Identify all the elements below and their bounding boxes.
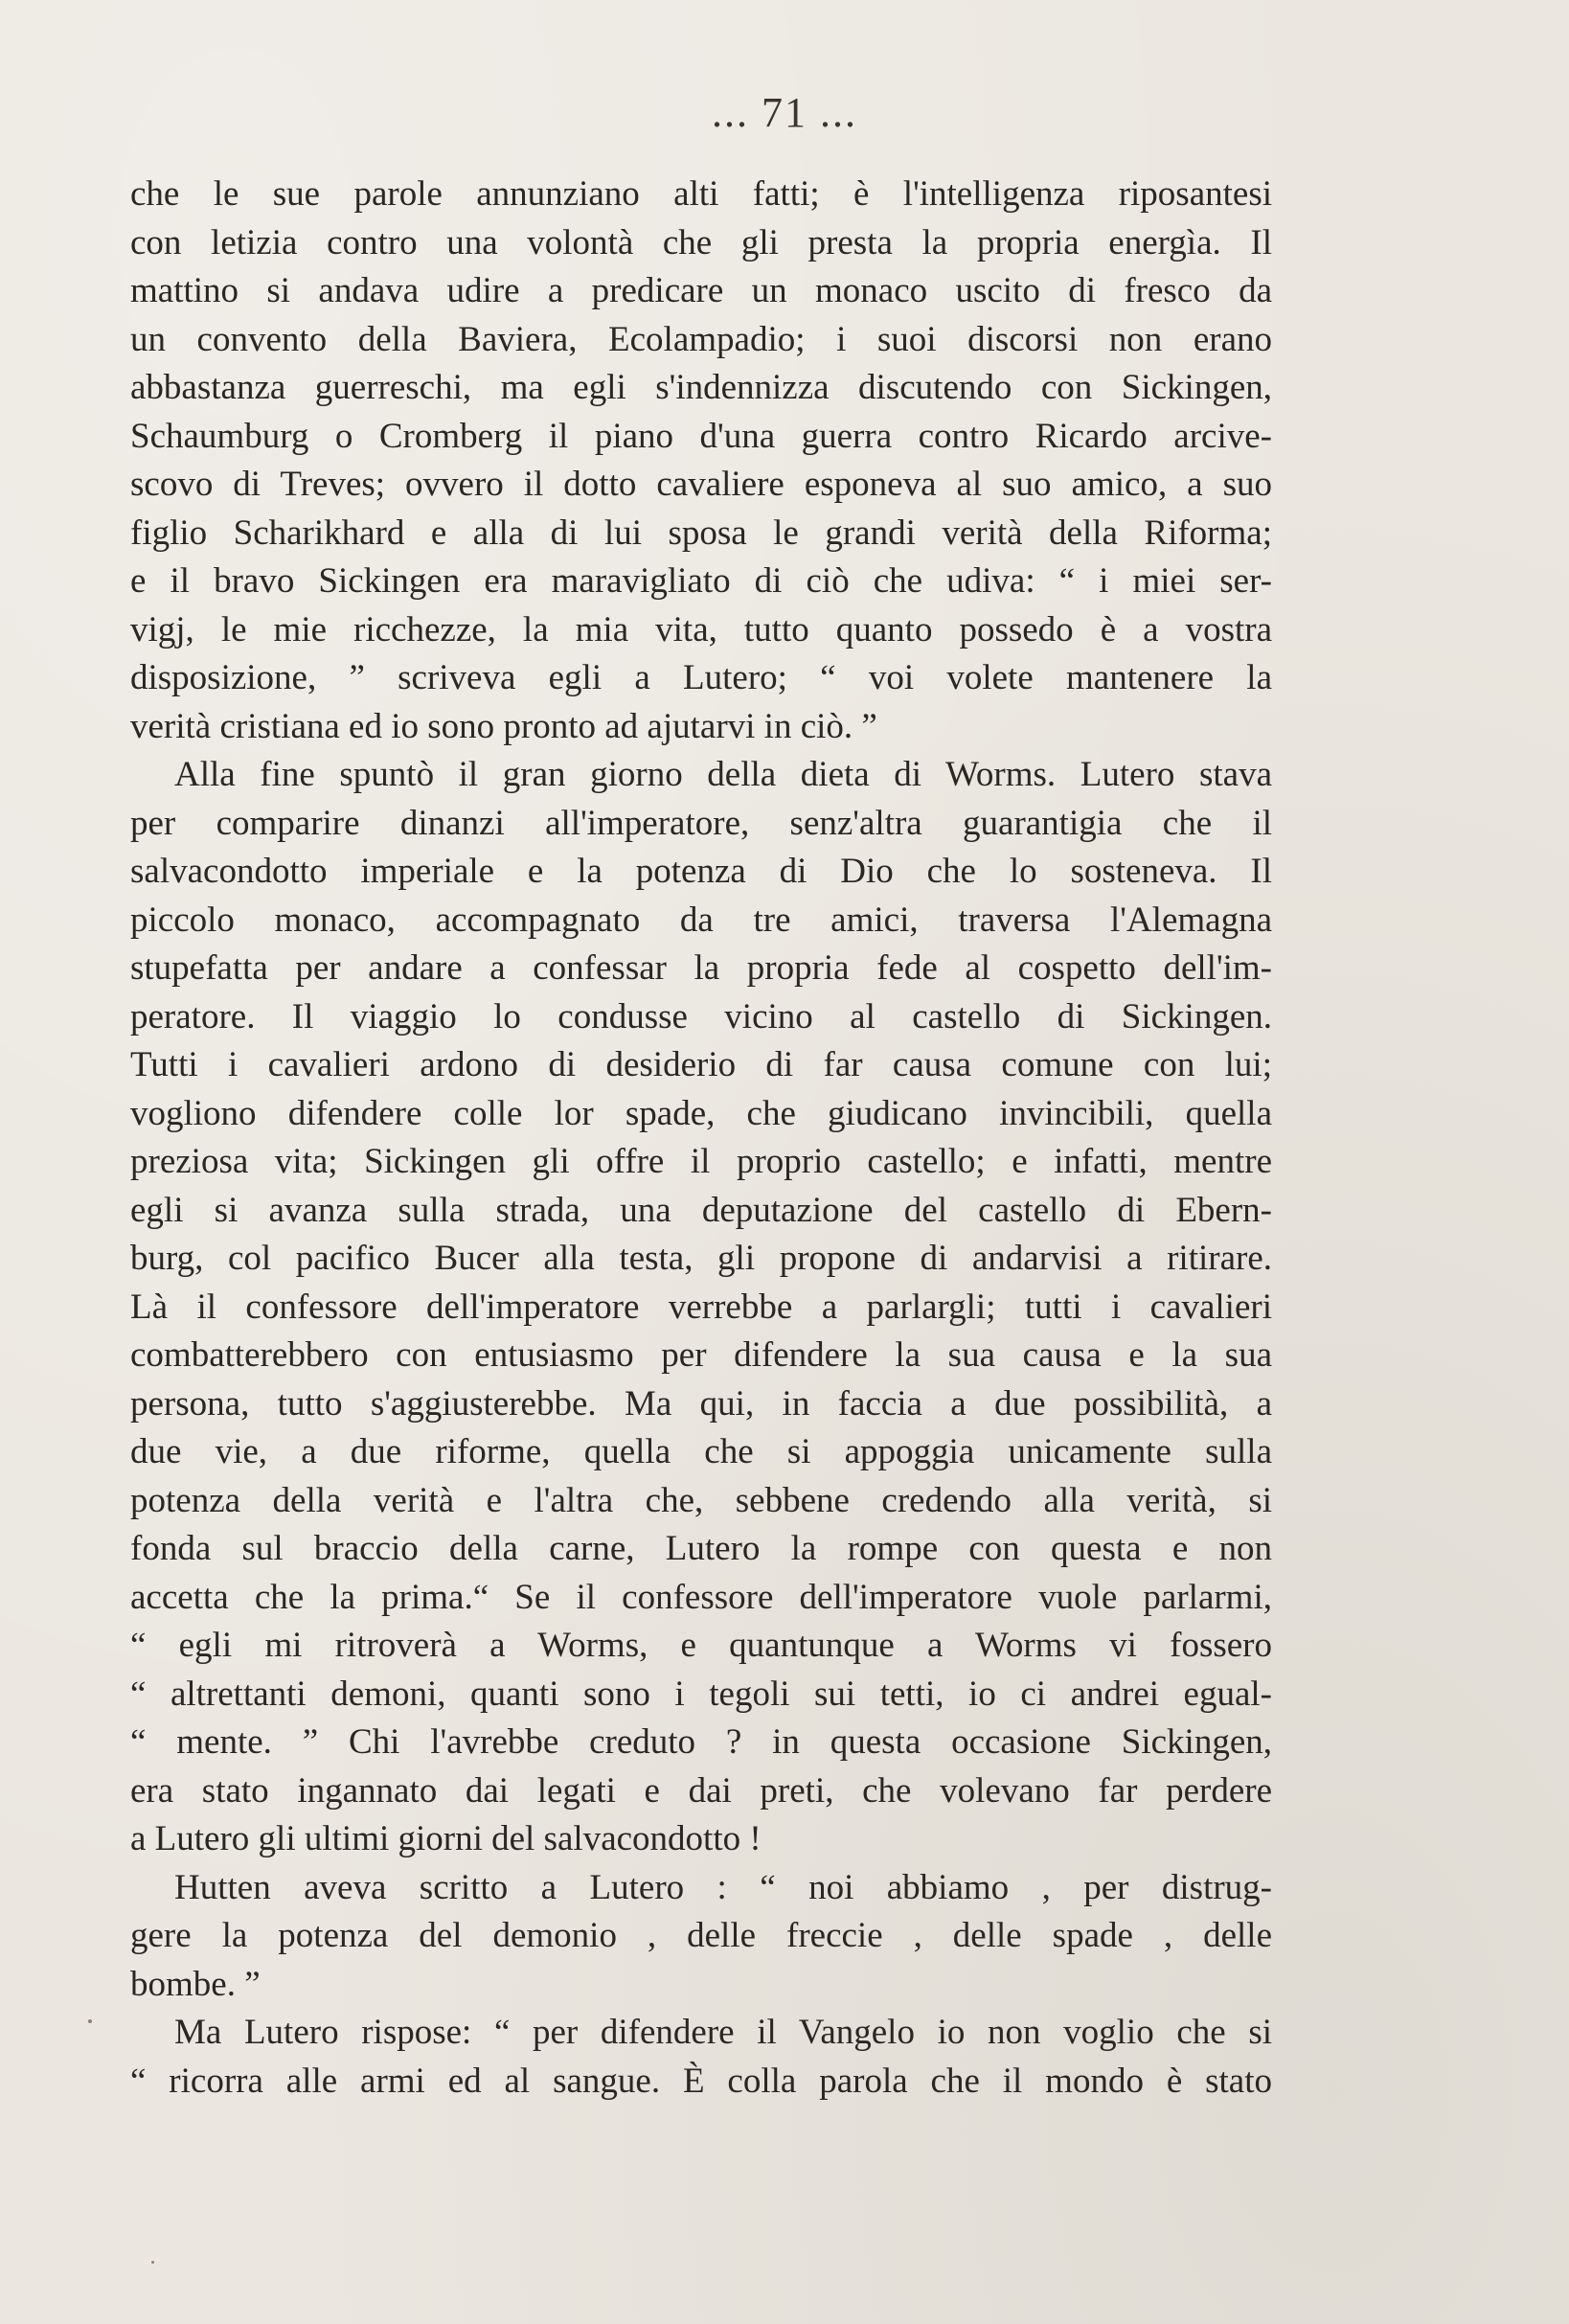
text-line: salvacondotto imperiale e la potenza di Dio che lo sosteneva. Il — [130, 852, 1272, 891]
text-line: figlio Scharikhard e alla di lui sposa le grandi verità della Riforma; — [130, 513, 1272, 553]
text-line: vigj, le mie ricchezze, la mia vita, tutto quanto possedo è a vostra — [130, 609, 1272, 649]
text-line: con letizia contro una volontà che gli presta la propria energìa. Il — [130, 222, 1272, 262]
text-line: “ altrettanti demoni, quanti sono i tegoli sui tetti, io ci andrei egual- — [130, 1674, 1272, 1714]
page-number: ... 71 ... — [712, 89, 857, 136]
body-text — [130, 171, 1272, 2106]
text-line: accetta che la prima.“ Se il confessore dell'imperatore vuole parlarmi, — [130, 1577, 1272, 1617]
paragraph-end-line: bombe. ” — [130, 1964, 261, 2004]
text-line: gere la potenza del demonio , delle freccie , delle spade , delle — [130, 1916, 1272, 1955]
paragraph-end-line: a Lutero gli ultimi giorni del salvacondotto ! — [130, 1819, 762, 1858]
paragraph-start-line: Alla fine spuntò il gran giorno della dieta di Worms. Lutero stava — [174, 755, 1272, 794]
text-line: due vie, a due riforme, quella che si appoggia unicamente sulla — [130, 1432, 1272, 1471]
text-line: egli si avanza sulla strada, una deputazione del castello di Ebern- — [130, 1190, 1272, 1230]
text-line: stupefatta per andare a confessar la propria fede al cospetto dell'im- — [130, 948, 1272, 988]
text-line: era stato ingannato dai legati e dai preti, che volevano far perdere — [130, 1770, 1272, 1811]
text-line: fonda sul braccio della carne, Lutero la rompe con questa e non — [130, 1529, 1272, 1568]
text-line: piccolo monaco, accompagnato da tre amici, traversa l'Alemagna — [130, 900, 1272, 940]
text-line: “ egli mi ritroverà a Worms, e quantunque a Worms vi fossero — [130, 1626, 1272, 1665]
text-line: abbastanza guerreschi, ma egli s'indennizza discutendo con Sickingen, — [130, 368, 1272, 407]
paper-speck — [151, 2261, 154, 2264]
text-line: mattino si andava udire a predicare un monaco uscito di fresco da — [130, 271, 1272, 310]
text-line: “ ricorra alle armi ed al sangue. È colla parola che il mondo è stato — [130, 2061, 1272, 2101]
text-line: persona, tutto s'aggiusterebbe. Ma qui, in faccia a due possibilità, a — [130, 1383, 1272, 1424]
text-line: “ mente. ” Chi l'avrebbe creduto ? in questa occasione Sickingen, — [130, 1722, 1272, 1762]
text-line: disposizione, ” scriveva egli a Lutero; “ voi volete mantenere la — [130, 658, 1272, 697]
text-line: Tutti i cavalieri ardono di desiderio di far causa comune con lui; — [130, 1045, 1272, 1084]
text-line: che le sue parole annunziano alti fatti; è l'intelligenza riposantesi — [130, 174, 1272, 214]
paragraph-start-line: Hutten aveva scritto a Lutero : “ noi abbiamo , per distrug- — [174, 1867, 1272, 1907]
paragraph-start-line: Ma Lutero rispose: “ per difendere il Vangelo io non voglio che si — [174, 2013, 1272, 2052]
text-line: vogliono difendere colle lor spade, che giudicano invincibili, quella — [130, 1093, 1272, 1133]
text-line: un convento della Baviera, Ecolampadio; i suoi discorsi non erano — [130, 319, 1272, 359]
text-line: combatterebbero con entusiasmo per difendere la sua causa e la sua — [130, 1335, 1272, 1375]
text-line: Schaumburg o Cromberg il piano d'una guerra contro Ricardo arcive- — [130, 416, 1272, 456]
paper-speck — [88, 2019, 92, 2023]
text-line: potenza della verità e l'altra che, sebbene credendo alla verità, si — [130, 1480, 1272, 1520]
text-line: scovo di Treves; ovvero il dotto cavaliere esponeva al suo amico, a suo — [130, 465, 1272, 504]
text-line: preziosa vita; Sickingen gli offre il proprio castello; e infatti, mentre — [130, 1142, 1272, 1181]
text-line: per comparire dinanzi all'imperatore, senz'altra guarantigia che il — [130, 803, 1272, 843]
text-line: burg, col pacifico Bucer alla testa, gli propone di andarvisi a ritirare. — [130, 1239, 1272, 1278]
paragraph-end-line: verità cristiana ed io sono pronto ad ajutarvi in ciò. ” — [130, 706, 877, 746]
text-line: Là il confessore dell'imperatore verrebbe a parlargli; tutti i cavalieri — [130, 1287, 1272, 1327]
text-line: e il bravo Sickingen era maravigliato di ciò che udiva: “ i miei ser- — [130, 561, 1272, 601]
text-line: peratore. Il viaggio lo condusse vicino al castello di Sickingen. — [130, 996, 1272, 1037]
